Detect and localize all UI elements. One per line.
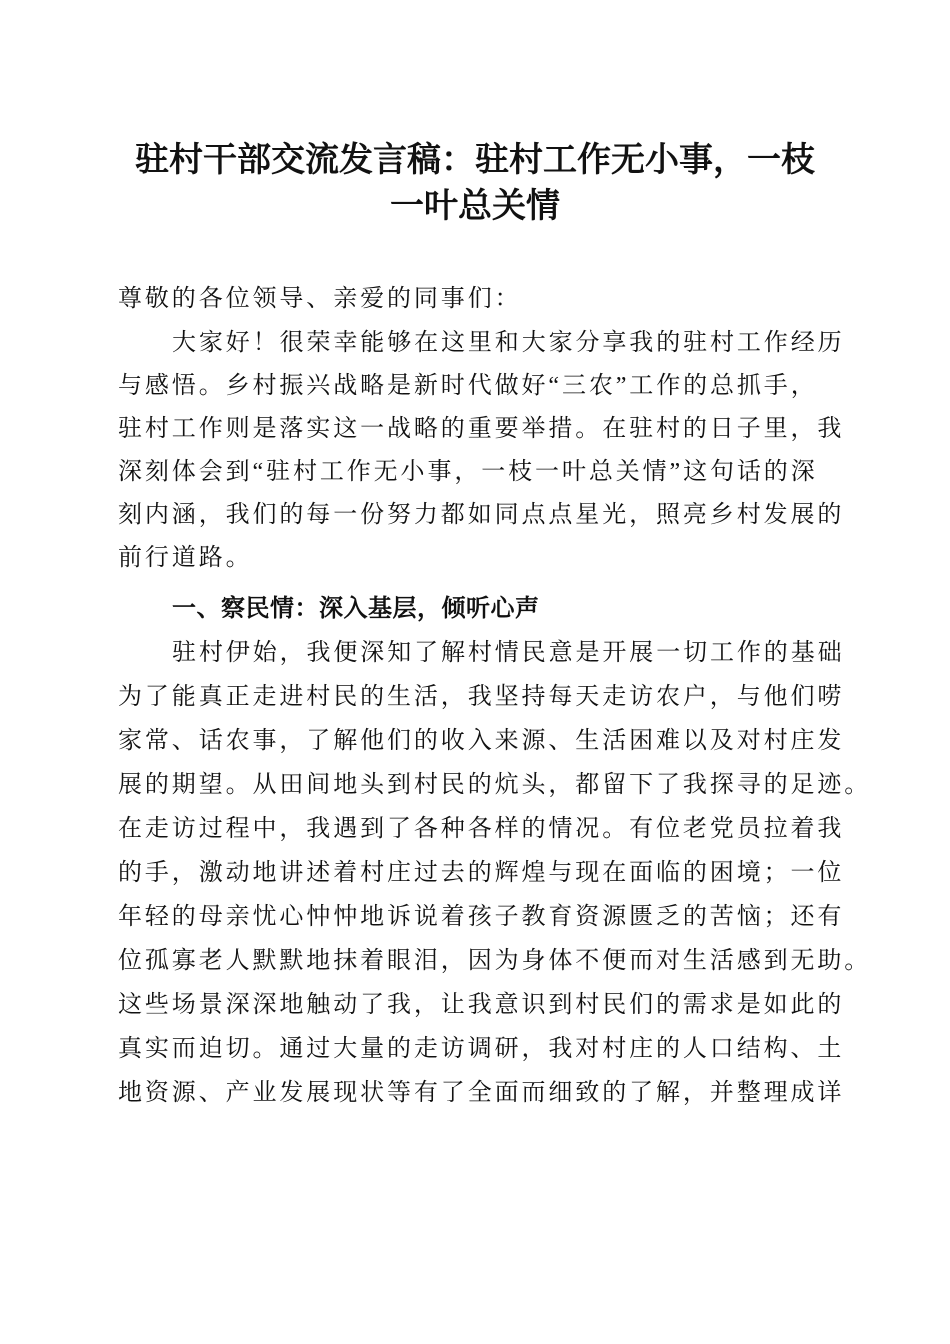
paragraph-line: 家常、话农事，了解他们的收入来源、生活困难以及对村庄发 bbox=[118, 728, 845, 754]
paragraph-line: 这些场景深深地触动了我，让我意识到村民们的需求是如此的 bbox=[118, 992, 845, 1018]
greeting: 尊敬的各位领导、亲爱的同事们： bbox=[118, 286, 522, 312]
document-title-line-1: 驻村干部交流发言稿：驻村工作无小事，一枝 bbox=[135, 140, 815, 180]
paragraph-line: 地资源、产业发展现状等有了全面而细致的了解，并整理成详 bbox=[118, 1080, 845, 1106]
paragraph-line: 与感悟。乡村振兴战略是新时代做好“三农”工作的总抓手， bbox=[118, 373, 818, 399]
paragraph-line: 的手，激动地讲述着村庄过去的辉煌与现在面临的困境；一位 bbox=[118, 860, 845, 886]
paragraph-line: 驻村工作则是落实这一战略的重要举措。在驻村的日子里，我 bbox=[118, 416, 845, 442]
paragraph-line: 真实而迫切。通过大量的走访调研，我对村庄的人口结构、土 bbox=[118, 1036, 845, 1062]
document-title-line-2: 一叶总关情 bbox=[390, 186, 560, 226]
section-heading: 一、察民情：深入基层，倾听心声 bbox=[172, 594, 540, 622]
paragraph-line: 位孤寡老人默默地抹着眼泪，因为身体不便而对生活感到无助。 bbox=[118, 948, 872, 974]
paragraph-line: 展的期望。从田间地头到村民的炕头，都留下了我探寻的足迹。 bbox=[118, 772, 872, 798]
paragraph-line: 前行道路。 bbox=[118, 545, 253, 571]
paragraph-line: 刻内涵，我们的每一份努力都如同点点星光，照亮乡村发展的 bbox=[118, 502, 845, 528]
paragraph-line: 深刻体会到“驻村工作无小事，一枝一叶总关情”这句话的深 bbox=[118, 459, 818, 485]
paragraph-line: 在走访过程中，我遇到了各种各样的情况。有位老党员拉着我 bbox=[118, 816, 845, 842]
paragraph-line: 年轻的母亲忧心忡忡地诉说着孩子教育资源匮乏的苦恼；还有 bbox=[118, 904, 845, 930]
paragraph-line: 为了能真正走进村民的生活，我坚持每天走访农户，与他们唠 bbox=[118, 684, 845, 710]
paragraph-line: 大家好！很荣幸能够在这里和大家分享我的驻村工作经历 bbox=[172, 330, 845, 356]
paragraph-line: 驻村伊始，我便深知了解村情民意是开展一切工作的基础 bbox=[172, 640, 845, 666]
